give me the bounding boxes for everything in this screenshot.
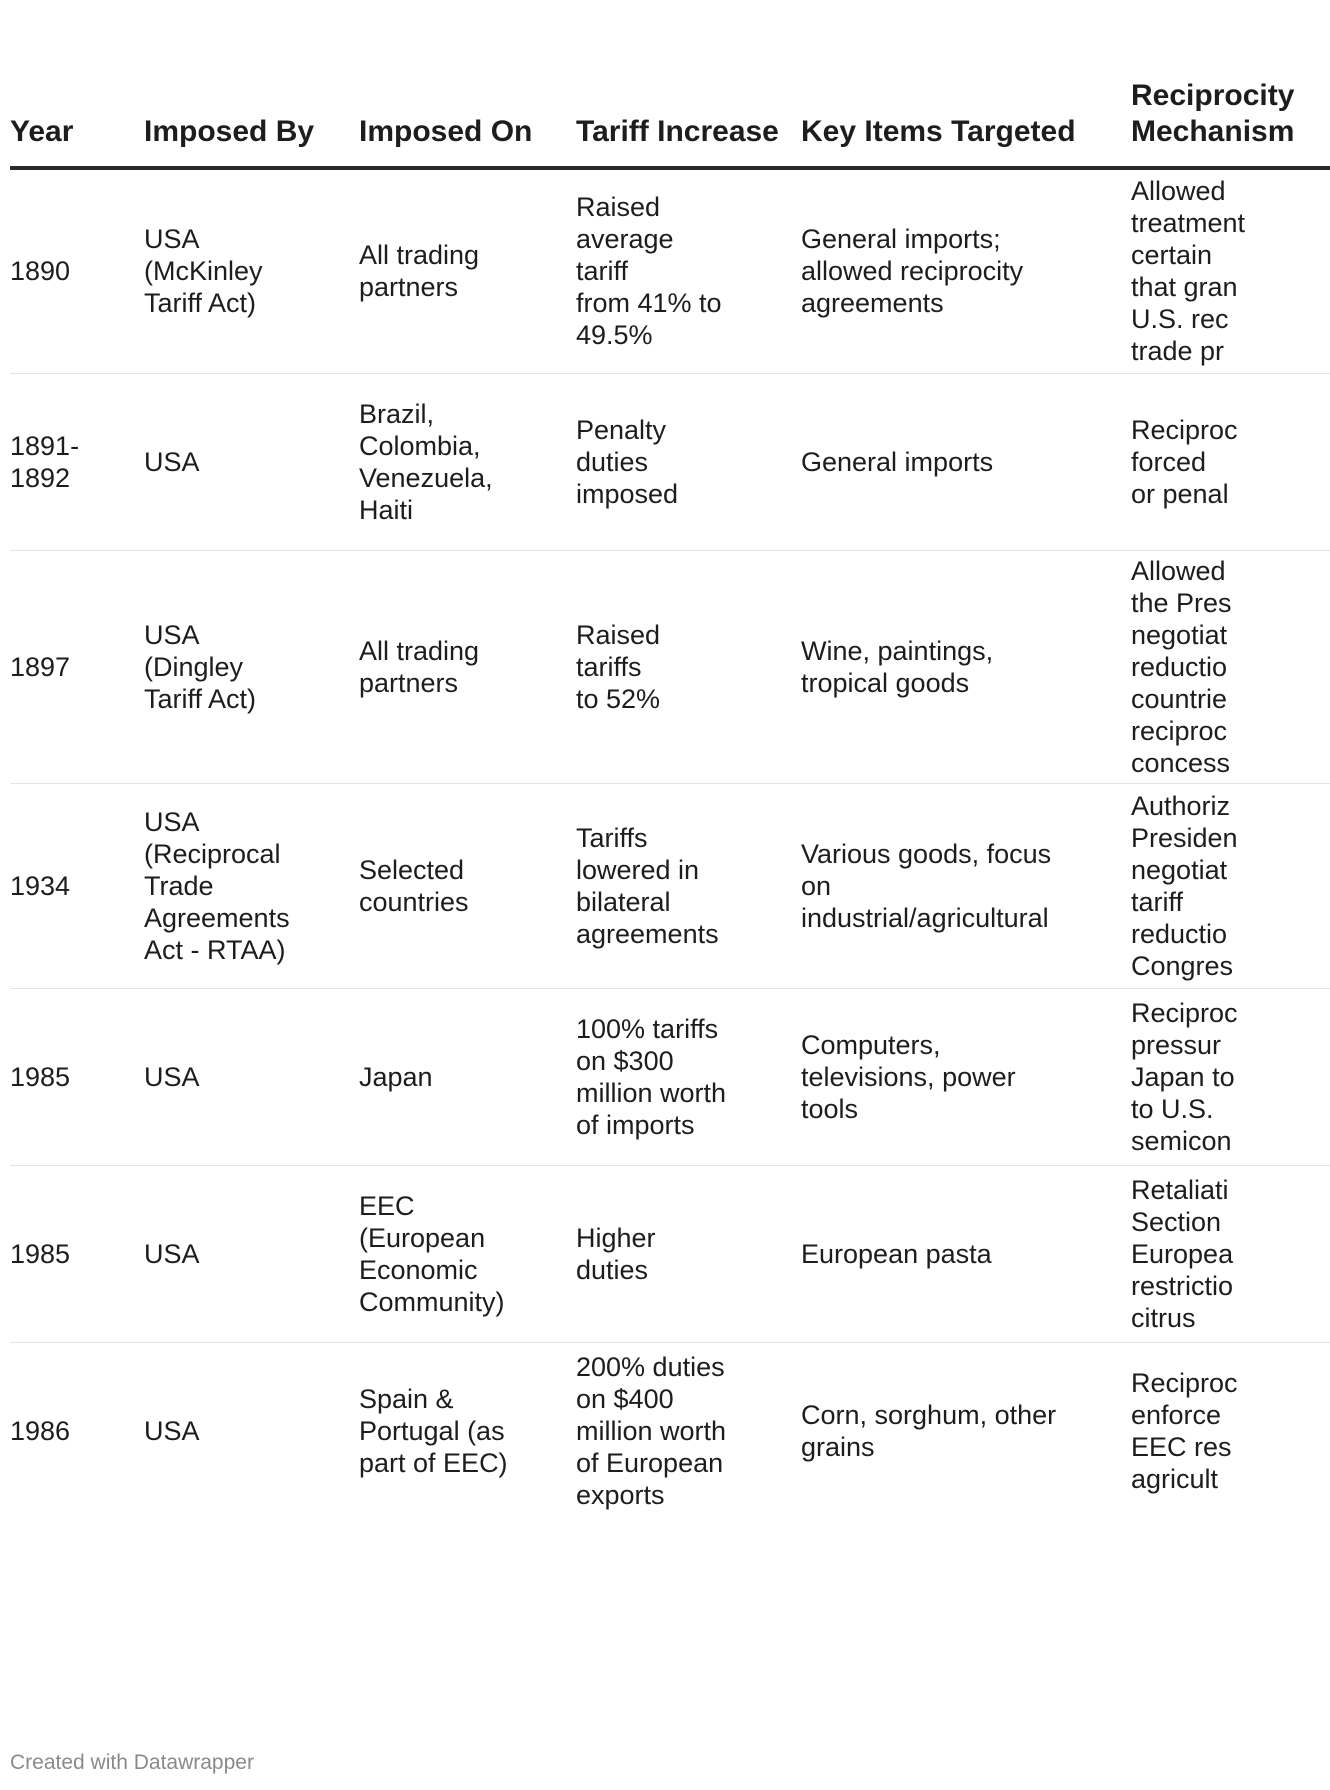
table-row bbox=[10, 1165, 1330, 1342]
cell-imposed-by: USA bbox=[144, 988, 359, 1165]
cell-reciprocity: Retaliati Section Europea restrictio citrus bbox=[1131, 1165, 1330, 1342]
header-imposed-by: Imposed By bbox=[144, 78, 359, 168]
cell-key-items: General imports; allowed reciprocity agreements bbox=[801, 168, 1131, 373]
cell-key-items: Corn, sorghum, other grains bbox=[801, 1399, 1057, 1462]
cell-imposed-by: USA (Dingley Tariff Act) bbox=[144, 550, 359, 783]
header-key-items: Key Items Targeted bbox=[801, 78, 1131, 168]
cell-year: 1985 bbox=[10, 1165, 144, 1342]
cell-key-items: Computers, televisions, power tools bbox=[801, 988, 1131, 1165]
header-imposed-on: Imposed On bbox=[359, 78, 576, 168]
cell-reciprocity: Allowed the Pres negotiat reductio countrie reciproc concess bbox=[1131, 550, 1330, 783]
cell-key-items: Various goods, focus on industrial/agricultural bbox=[801, 783, 1131, 988]
header-reciprocity: Reciprocity Mechanism bbox=[1131, 78, 1330, 168]
cell-imposed-on: EEC (European Economic Community) bbox=[359, 1165, 576, 1342]
cell-reciprocity: Allowed treatment certain that gran U.S. rec trade pr bbox=[1131, 168, 1330, 373]
cell-key-items: General imports bbox=[801, 373, 1131, 550]
tariff-table bbox=[10, 78, 1330, 1519]
table-row bbox=[10, 168, 1330, 373]
cell-year: 1986 bbox=[10, 1415, 71, 1446]
datawrapper-credit[interactable]: Created with Datawrapper bbox=[10, 1751, 254, 1774]
table-row bbox=[10, 783, 1330, 988]
header-row bbox=[10, 78, 1330, 168]
cell-reciprocity: Reciproc forced or penal bbox=[1131, 373, 1330, 550]
table-row bbox=[10, 988, 1330, 1165]
table-row bbox=[10, 1342, 1330, 1519]
cell-year: 1985 bbox=[10, 988, 144, 1165]
table-row bbox=[10, 550, 1330, 783]
cell-imposed-by: USA bbox=[144, 1165, 359, 1342]
cell-tariff-increase: 100% tariffs on $300 million worth of imports bbox=[576, 988, 801, 1165]
cell-imposed-on: All trading partners bbox=[359, 168, 576, 373]
cell-imposed-by: USA (McKinley Tariff Act) bbox=[144, 168, 359, 373]
header-year: Year bbox=[10, 78, 144, 168]
cell-tariff-increase: 200% duties on $400 million worth of European exports bbox=[576, 1351, 727, 1510]
cell-imposed-by: USA (Reciprocal Trade Agreements Act - RTAA) bbox=[144, 783, 359, 988]
cell-reciprocity: Authoriz Presiden negotiat tariff reductio Congres bbox=[1131, 783, 1330, 988]
cell-imposed-by: USA bbox=[144, 373, 359, 550]
cell-imposed-on: Selected countries bbox=[359, 783, 576, 988]
cell-tariff-increase: Raised tariffs to 52% bbox=[576, 550, 801, 783]
cell-reciprocity: Reciproc pressur Japan to to U.S. semicon bbox=[1131, 988, 1330, 1165]
cell-tariff-increase: Penalty duties imposed bbox=[576, 373, 801, 550]
cell-tariff-increase: Tariffs lowered in bilateral agreements bbox=[576, 783, 801, 988]
cell-imposed-on: Brazil, Colombia, Venezuela, Haiti bbox=[359, 373, 576, 550]
cell-reciprocity: Reciproc enforce EEC res agricult bbox=[1131, 1367, 1238, 1494]
cell-imposed-on: Japan bbox=[359, 988, 576, 1165]
cell-year: 1891- 1892 bbox=[10, 373, 144, 550]
cell-year: 1897 bbox=[10, 550, 144, 783]
cell-key-items: European pasta bbox=[801, 1165, 1131, 1342]
cell-imposed-by: USA bbox=[144, 1415, 200, 1446]
table-row bbox=[10, 373, 1330, 550]
cell-tariff-increase: Raised average tariff from 41% to 49.5% bbox=[576, 168, 801, 373]
header-tariff-increase: Tariff Increase bbox=[576, 78, 801, 168]
cell-key-items: Wine, paintings, tropical goods bbox=[801, 550, 1131, 783]
cell-imposed-on: Spain & Portugal (as part of EEC) bbox=[359, 1383, 508, 1478]
cell-imposed-on: All trading partners bbox=[359, 550, 576, 783]
cell-year: 1890 bbox=[10, 168, 144, 373]
cell-year: 1934 bbox=[10, 783, 144, 988]
table-container bbox=[10, 0, 1295, 1700]
cell-tariff-increase: Higher duties bbox=[576, 1165, 801, 1342]
